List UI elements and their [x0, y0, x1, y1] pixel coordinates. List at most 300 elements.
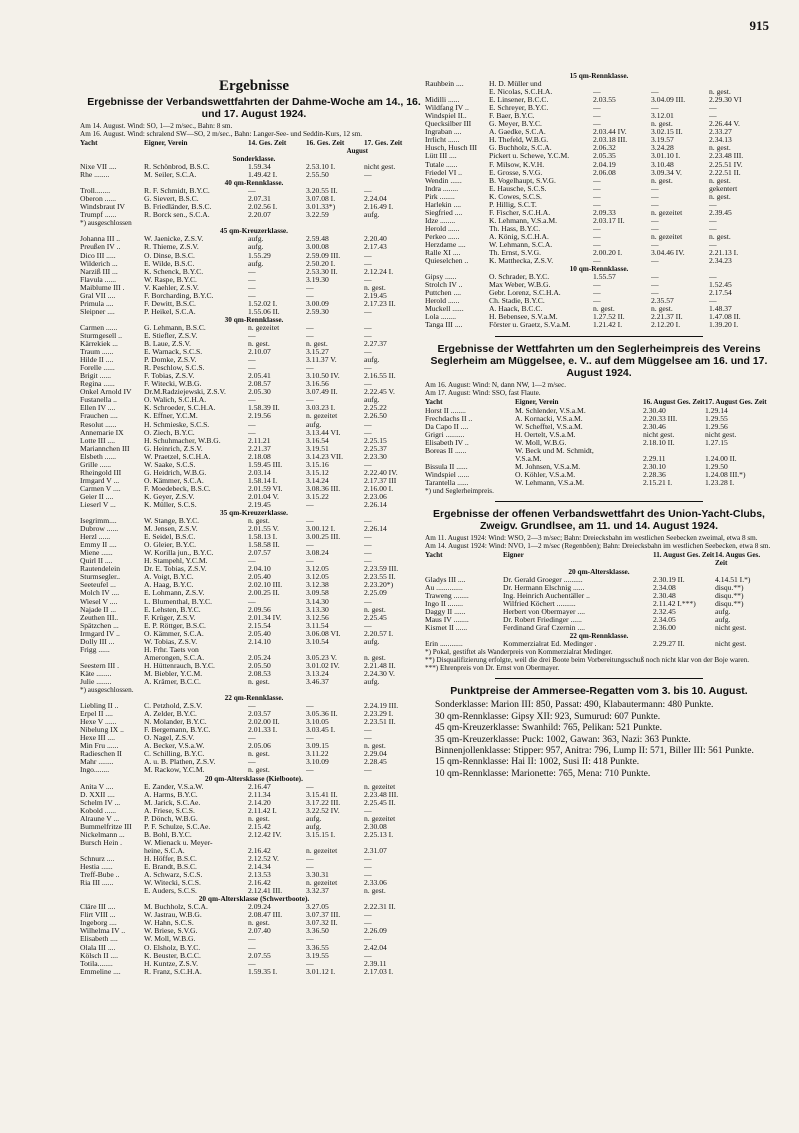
- cell-y: Irmgard IV ..: [80, 629, 120, 638]
- cell-b: 3.16.54: [306, 436, 329, 445]
- table-row: [425, 447, 773, 455]
- cell-y: [80, 654, 144, 662]
- cell-c: n. gest.: [364, 653, 386, 662]
- cell-a: —: [248, 356, 256, 365]
- cell-y: Regina ......: [80, 380, 115, 389]
- cell-c: n. gest.: [709, 176, 731, 185]
- results-table-seglerheim: [425, 407, 773, 487]
- cell-b: 1.24.00 II.: [705, 454, 737, 463]
- cell-e: M. Jensen, Z.S.V.: [144, 525, 198, 534]
- cell-a: n. gest.: [248, 678, 270, 686]
- class-heading: 30 qm-Rennklasse.: [224, 314, 284, 324]
- table-row: [80, 461, 428, 469]
- wind-note: Am 16. August. Wind: schralend SW—SO, 2 m/sec., Bahn: Langer-See- und Seddin-Kurs, 12 sm.: [80, 130, 363, 138]
- table-row: [80, 412, 428, 420]
- cell-a: 2.10.07: [248, 348, 271, 357]
- cell-b: 3.10.48: [651, 160, 674, 169]
- points-paragraph: 30 qm-Rennklasse: Gipsy XII: 923, Sumurud: 607 Punkte.: [435, 710, 661, 722]
- cell-y: Traum ......: [80, 348, 114, 357]
- table-row: [425, 415, 773, 423]
- cell-b: 3.15.15 I.: [306, 830, 336, 839]
- cell-c: n. gest.: [364, 283, 386, 292]
- cell-y: Oberon ......: [80, 195, 117, 204]
- cell-a: 1.58.39 II.: [248, 404, 280, 413]
- table-row: [425, 616, 773, 624]
- table-row: [80, 332, 428, 340]
- cell-c: —: [709, 216, 717, 225]
- table-row: [80, 919, 428, 927]
- footnote: ***) Ehrenpreis von Dr. Ernst von Obermayer.: [425, 664, 560, 673]
- cell-e: O. Elsholz, B.Y.C.: [144, 943, 201, 952]
- table-row: [425, 439, 773, 447]
- cell-b: 3.03.23 I.: [306, 404, 336, 413]
- cell-y: Elsbeth ......: [80, 452, 117, 461]
- cell-c: —: [364, 187, 372, 196]
- cell-c: —: [364, 871, 372, 880]
- cell-e: V.S.a.M.: [515, 454, 542, 463]
- cell-a: —: [593, 224, 601, 233]
- col-yacht: Yacht: [425, 550, 443, 559]
- table-row: [80, 927, 428, 935]
- cell-b: 2.50.20 I.: [306, 259, 336, 268]
- cell-a: [593, 80, 651, 88]
- cell-e: W. Jaenicke, Z.S.V.: [144, 235, 204, 244]
- table-row: [80, 758, 428, 766]
- table-row: [80, 372, 428, 380]
- cell-a: —: [248, 734, 256, 743]
- cell-b: 3.19.51: [306, 444, 329, 453]
- cell-a: —: [248, 396, 256, 405]
- page-title: Ergebnisse: [218, 78, 289, 94]
- table-row: [80, 783, 428, 791]
- cell-c: aufg.: [364, 396, 380, 405]
- cell-c: gekentert: [709, 184, 738, 193]
- cell-b: —: [306, 364, 314, 373]
- cell-e: E. Wilde, B.S.C.: [144, 259, 195, 268]
- cell-c: —: [364, 307, 372, 316]
- cell-b: 3.13.30: [306, 605, 329, 614]
- col-16: 16. August Ges. Zeit: [643, 397, 705, 406]
- table-row: [425, 313, 773, 321]
- cell-c: 2.22.31 II.: [364, 903, 396, 912]
- cell-y: Narziß III ...: [80, 267, 118, 276]
- cell-c: —: [364, 251, 372, 260]
- cell-a: 2.30.48: [653, 592, 676, 601]
- cell-b: 3.12.05: [306, 573, 329, 582]
- cell-a: —: [593, 104, 601, 113]
- cell-b: 3.02.15 II.: [651, 128, 683, 137]
- cell-c: —: [364, 935, 372, 944]
- cell-y: Najade II ...: [80, 605, 117, 614]
- table-row: [425, 144, 773, 152]
- cell-b: 3.03.45 I.: [306, 726, 336, 735]
- cell-b: —: [306, 331, 314, 340]
- table-row: [80, 445, 428, 453]
- table-row: [80, 952, 428, 960]
- col-eigner: Eigner, Verein: [144, 139, 188, 147]
- cell-c: —: [364, 541, 372, 550]
- cell-e: W. Moll, W.B.G.: [144, 935, 196, 944]
- table-row: [425, 321, 773, 329]
- class-heading: 10 qm-Rennklasse.: [569, 264, 629, 274]
- cell-e: B. Friedländer, B.S.C.: [144, 203, 212, 212]
- cell-a: —: [593, 88, 601, 97]
- cell-c: —: [364, 517, 372, 526]
- cell-e: A. Harms, B.Y.C.: [144, 790, 198, 799]
- cell-a: 1.21.42 I.: [593, 321, 623, 330]
- cell-c: 1.39.20 I.: [709, 321, 739, 330]
- cell-a: 2.01.34 IV.: [248, 613, 282, 622]
- table-row: [80, 211, 428, 219]
- cell-y: Käte ........: [80, 669, 112, 678]
- cell-c: —: [364, 863, 372, 872]
- table-row: [80, 791, 428, 799]
- cell-b: 3.15.27: [306, 348, 329, 357]
- cell-a: 2.18.08: [248, 452, 271, 461]
- table-row: [425, 112, 773, 120]
- cell-e: W. Schefftel, V.S.a.M.: [515, 422, 583, 431]
- cell-e: F. Witecki, W.B.G.: [144, 380, 202, 389]
- right-column: [425, 72, 773, 779]
- cell-c: —: [364, 259, 372, 268]
- table-row: [80, 364, 428, 372]
- cell-e: Förster u. Graetz, S.V.a.M.: [489, 321, 571, 330]
- cell-e: P. F. Schulze, S.C.Ae.: [144, 822, 211, 831]
- cell-b: 3.01.02 IV.: [306, 661, 340, 670]
- cell-a: 2.02.00 II.: [248, 718, 280, 727]
- cell-b: disqu.**): [715, 584, 744, 593]
- cell-c: —: [364, 171, 372, 180]
- cell-e: H. Frhr. Taets von: [144, 645, 199, 654]
- cell-c: 2.20.40: [364, 235, 387, 244]
- cell-b: 3.08.36 III.: [306, 484, 341, 493]
- cell-a: 1.58.58 II.: [248, 541, 280, 550]
- wind-note: Am 14. August 1924: Wind: NVO, 1—2 m/sec (Regenböen); Bahn: Dreiecksbahn im westlichen Seebecken, etwa 8 sm.: [425, 541, 771, 550]
- cell-c: —: [364, 734, 372, 743]
- cell-e: Dr. Hermann Elschnig ......: [503, 584, 585, 593]
- table-row: [425, 88, 773, 96]
- table-row: [80, 871, 428, 879]
- cell-c: —: [364, 621, 372, 630]
- cell-c: —: [364, 428, 372, 437]
- col-17: 17. August Ges. Zeit: [705, 397, 767, 406]
- cell-b: n. gest.: [306, 340, 328, 349]
- col-16: 16. Ges. Zeit: [306, 139, 345, 147]
- cell-y: Annemarie IX: [80, 428, 124, 437]
- table-row: [80, 614, 428, 622]
- cell-e: K. Cowes, S.C.S.: [489, 192, 542, 201]
- cell-e: L. Blumenthal, B.Y.C.: [144, 597, 212, 606]
- cell-c: 2.29.04: [364, 750, 387, 759]
- cell-y: Lola ........: [425, 313, 457, 322]
- cell-e: Ch. Stadie, B.Y.C.: [489, 297, 545, 306]
- table-row: [425, 201, 773, 209]
- points-paragraph: 45 qm-Kreuzerklasse: Swanhild: 765, Pelikan: 521 Punkte.: [435, 722, 663, 734]
- cell-b: disqu.**): [715, 600, 744, 609]
- cell-y: Lütt III ....: [425, 152, 457, 161]
- cell-c: 2.20.57 I.: [364, 629, 394, 638]
- cell-y: Windsbraut IV: [80, 203, 126, 212]
- cell-e: Herbert von Obermayer ....: [503, 608, 586, 617]
- cell-b: 3.07.49 II.: [306, 388, 338, 397]
- cell-a: n. gest.: [248, 814, 270, 823]
- cell-e: K. Lehmann, V.S.a.M.: [489, 216, 558, 225]
- cell-e: F. Fischer, S.C.H.A.: [489, 208, 551, 217]
- table-row: [425, 209, 773, 217]
- table-row: [80, 477, 428, 485]
- cell-b: disqu.**): [715, 592, 744, 601]
- table-row: [80, 750, 428, 758]
- table-row: [80, 670, 428, 678]
- cell-a: 2.19.56: [248, 412, 271, 421]
- cell-y: Grille ......: [80, 460, 112, 469]
- cell-c: —: [364, 597, 372, 606]
- cell-e: K. Effner, Y.C.M.: [144, 412, 198, 421]
- cell-b: 3.11.22: [306, 750, 329, 759]
- cell-c: aufg.: [364, 678, 380, 686]
- cell-c: —: [364, 364, 372, 373]
- cell-b: 3.10.05: [306, 718, 329, 727]
- cell-e: P. Hillig, S.C.T.: [489, 200, 537, 209]
- table-row: [80, 300, 428, 308]
- cell-e: Gebr. Lorenz, S.C.H.A.: [489, 289, 561, 298]
- cell-c: 2.25.37: [364, 444, 387, 453]
- footnote: *) und Seglerheimpreis.: [425, 486, 494, 495]
- cell-a: 2.01.55 V.: [248, 525, 279, 534]
- cell-y: [80, 847, 144, 855]
- col-eigner: Eigner, Verein: [515, 397, 559, 406]
- cell-c: 2.30.08: [364, 822, 387, 831]
- cell-y: Hilde II ....: [80, 356, 114, 365]
- cell-c: n. gezeitet: [364, 814, 396, 823]
- cell-y: Onkel Arnold IV: [80, 388, 132, 397]
- cell-a: 2.34.05: [653, 616, 676, 625]
- class-heading: 22 qm-Rennklasse.: [224, 693, 284, 703]
- cell-e: H. Kuntze, Z.S.V.: [144, 959, 199, 968]
- cell-y: Carmen ......: [80, 323, 118, 332]
- cell-b: 2.21.37 II.: [651, 313, 683, 322]
- table-row: [80, 324, 428, 332]
- cell-y: Alraune V ...: [80, 814, 120, 823]
- cell-b: 3.10.54: [306, 637, 329, 646]
- cell-a: 2.20.33 III.: [643, 414, 678, 423]
- cell-c: —: [364, 275, 372, 284]
- section-title-seglerheim: Ergebnisse der Wettfahrten um den Seglerheimpreis des Vereins Seglerheim am Müggelsee, e. V.. auf dem Müggelsee am 16. und 17. August 1924.: [430, 342, 768, 379]
- cell-c: —: [364, 533, 372, 542]
- cell-c: n. gest.: [364, 887, 386, 896]
- cell-e: O. Dinse, B.S.C.: [144, 251, 195, 260]
- cell-c: —: [364, 919, 372, 928]
- cell-b: 3.11.37 V.: [306, 356, 337, 365]
- cell-a: 2.34.08: [653, 584, 676, 593]
- cell-e: B. Vogelhaupt, S.V.G.: [489, 176, 556, 185]
- cell-c: 2.23.51 II.: [364, 718, 396, 727]
- cell-b: 2.59.09 III.: [306, 251, 341, 260]
- cell-b: 3.24.28: [651, 144, 674, 153]
- cell-y: Fustanella ..: [80, 396, 117, 405]
- cell-e: M. Seiler, S.C.A.: [144, 171, 197, 180]
- cell-y: Primula ....: [80, 299, 114, 308]
- cell-b: —: [306, 291, 314, 300]
- cell-y: Miene ......: [80, 549, 113, 558]
- cell-a: 1.55.06 II.: [248, 307, 280, 316]
- table-row: [80, 710, 428, 718]
- cell-c: n. gest.: [709, 88, 731, 97]
- cell-y: Molch IV ....: [80, 589, 120, 598]
- cell-e: M. Biebler, Y.C.M.: [144, 669, 203, 678]
- cell-y: Herold ......: [425, 224, 460, 233]
- cell-y: Rhe ........: [80, 171, 110, 180]
- cell-c: 2.42.04: [364, 943, 387, 952]
- table-row: [80, 718, 428, 726]
- cell-c: [364, 646, 422, 654]
- cell-y: Frauchen ....: [80, 412, 118, 421]
- cell-b: aufg.: [306, 822, 322, 831]
- cell-e: E. Zander, V.S.a.W.: [144, 782, 204, 791]
- cell-y: Rautendelein: [80, 565, 121, 574]
- table-row: [425, 592, 773, 600]
- cell-y: Kärrekiek ...: [80, 340, 118, 349]
- cell-a: 2.11.34: [248, 790, 271, 799]
- cell-a: —: [248, 331, 256, 340]
- cell-y: Husch, Husch III: [425, 144, 478, 153]
- cell-e: Ferdinand Graf Czernin ....: [503, 624, 586, 633]
- cell-c: 2.23.30: [364, 452, 387, 461]
- cell-e: Max Weber, W.B.G.: [489, 281, 551, 290]
- wind-note: Am 11. August 1924: Wind: WSO, 2—3 m/sec; Bahn: Dreiecksbahn im westlichen Seebecken zweimal, etwa 8 sm.: [425, 533, 758, 542]
- table-row: [425, 584, 773, 592]
- cell-a: 1.59.35 I.: [248, 967, 278, 976]
- cell-a: 2.36.00: [653, 624, 676, 633]
- cell-e: E. Brandt, B.S.C.: [144, 863, 197, 872]
- table-row: [80, 573, 428, 581]
- cell-b: —: [651, 200, 659, 209]
- cell-e: O. Ziech, B.Y.C.: [144, 428, 195, 437]
- cell-b: 3.12.56: [306, 613, 329, 622]
- cell-b: —: [651, 273, 659, 282]
- cell-b: [651, 80, 709, 88]
- cell-y: Flirt VIII ...: [80, 911, 116, 920]
- cell-y: Herold ......: [425, 297, 460, 306]
- cell-e: K. Geyer, Z.S.V.: [144, 492, 195, 501]
- cell-c: 2.23.48 III.: [364, 790, 399, 799]
- table-row: [425, 161, 773, 169]
- cell-b: 3.10.50 IV.: [306, 372, 340, 381]
- cell-c: —: [709, 200, 717, 209]
- cell-b: aufg.: [715, 616, 731, 625]
- cell-b: —: [306, 396, 314, 405]
- results-table-dahme-cont: [425, 72, 773, 330]
- cell-y: [425, 455, 515, 463]
- cell-e: W. Mienack u. Meyer-: [144, 838, 213, 847]
- cell-y: Mahr ........: [80, 758, 114, 767]
- cell-y: Maiblume III .: [80, 283, 125, 292]
- cell-y: Pirk ........: [425, 192, 455, 201]
- cell-a: —: [593, 120, 601, 129]
- cell-a: 2.05.50: [248, 661, 271, 670]
- cell-e: A. Haack, B.C.C.: [489, 305, 543, 314]
- cell-e: W. Lehmann, V.S.a.M.: [515, 478, 585, 487]
- cell-c: 2.25.45 II.: [364, 798, 396, 807]
- cell-e: G. Heidrich, W.B.G.: [144, 468, 207, 477]
- cell-e: A. u. B. Plathen, Z.S.V.: [144, 758, 216, 767]
- cell-a: —: [593, 112, 601, 121]
- cell-a: 2.11.42 I.***): [653, 600, 696, 609]
- cell-e: W. Moll, W.B.G.: [515, 438, 567, 447]
- table-row: [80, 485, 428, 493]
- cell-y: Ingraban ....: [425, 128, 462, 137]
- table-row: [80, 243, 428, 251]
- class-heading: 20 qm-Altersklasse (Kielboote).: [205, 773, 303, 783]
- cell-e: G. Lehmann, B.S.C.: [144, 323, 206, 332]
- cell-c: 2.23.29 I.: [364, 710, 394, 719]
- cell-y: Quieselchen ..: [425, 257, 469, 266]
- cell-e: G. Meyer, B.Y.C.: [489, 120, 542, 129]
- cell-a: 2.03.55: [593, 96, 616, 105]
- table-row: [80, 646, 428, 654]
- table-row: [425, 233, 773, 241]
- cell-y: Hexe V ......: [80, 718, 117, 727]
- cell-e: B. Laue, Z.S.V.: [144, 340, 191, 349]
- cell-y: Brigit ......: [80, 372, 112, 381]
- cell-c: —: [364, 380, 372, 389]
- cell-b: 3.13.24: [306, 669, 329, 678]
- table-row: [80, 734, 428, 742]
- left-column: [80, 78, 428, 976]
- cell-e: A. Krämer, B.C.C.: [144, 678, 201, 686]
- cell-y: Indra ........: [425, 184, 459, 193]
- cell-b: n. gezeitet: [306, 412, 338, 421]
- cell-b: 3.22.52 IV.: [306, 806, 340, 815]
- cell-c: 2.25.22: [364, 404, 387, 413]
- cell-c: 2.39.11: [364, 959, 387, 968]
- table-row: [80, 581, 428, 589]
- class-heading: 20 qm-Altersklasse.: [568, 566, 630, 576]
- cell-b: 3.15.12: [306, 468, 329, 477]
- cell-a: 1.58.13 I.: [248, 533, 278, 542]
- cell-c: 2.17.43: [364, 243, 387, 252]
- cell-e: C. Schilling, B.Y.C.: [144, 750, 205, 759]
- cell-e: K. Schroeder, S.C.H.A.: [144, 404, 216, 413]
- cell-e: Kommerzialrat Ed. Medinger .: [503, 640, 597, 649]
- cell-b: 3.19.57: [651, 136, 674, 145]
- cell-a: —: [593, 289, 601, 298]
- cell-y: Troll........: [80, 187, 111, 196]
- cell-a: 2.11.42 I.: [248, 806, 277, 815]
- cell-a: 2.05.24: [248, 653, 271, 662]
- cell-b: 3.04.46 IV.: [651, 249, 685, 258]
- cell-b: 1.29.55: [705, 414, 728, 423]
- cell-c: 2.23.59 III.: [364, 565, 399, 574]
- cell-y: D. XXII ....: [80, 790, 115, 799]
- table-row: [80, 453, 428, 461]
- table-row: [425, 241, 773, 249]
- cell-a: —: [593, 200, 601, 209]
- cell-b: —: [306, 541, 314, 550]
- cell-c: aufg.: [364, 211, 380, 220]
- cell-c: 2.25.45: [364, 613, 387, 622]
- cell-c: 2.12.24 I.: [364, 267, 394, 276]
- cell-e: B. Bohl, B.Y.C.: [144, 830, 192, 839]
- cell-b: 3.22.59: [306, 211, 329, 220]
- cell-a: —: [248, 702, 256, 711]
- cell-a: 1.55.29: [248, 251, 271, 260]
- cell-c: n. gest.: [709, 192, 731, 201]
- cell-b: 3.05.23 V.: [306, 653, 337, 662]
- table-row: [425, 455, 773, 463]
- cell-a: 2.30.10: [643, 462, 666, 471]
- cell-y: Radieschen II: [80, 750, 122, 759]
